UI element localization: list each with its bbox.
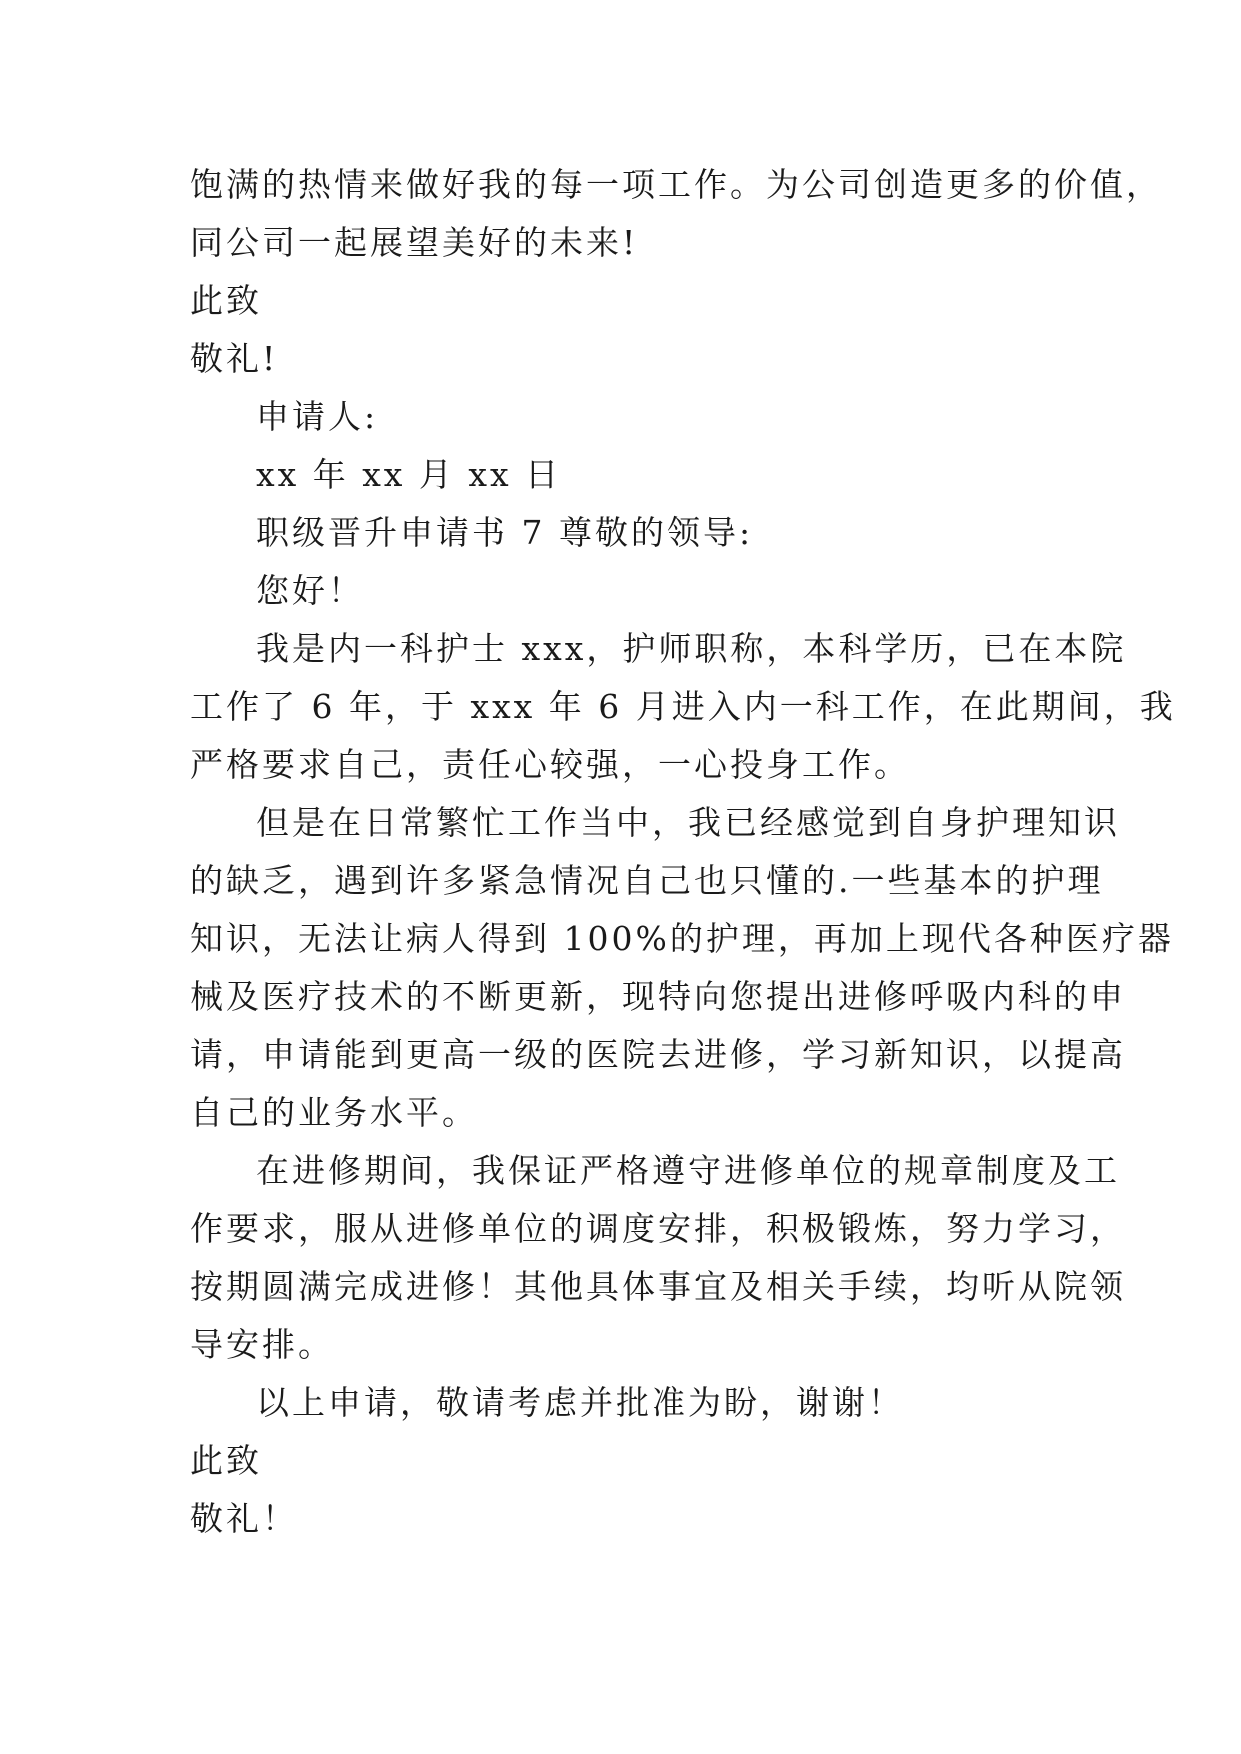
body-text-line: 的缺乏，遇到许多紧急情况自己也只懂的.一些基本的护理: [190, 861, 1104, 900]
body-text-line: 导安排。: [190, 1325, 334, 1364]
body-text-line: 但是在日常繁忙工作当中，我已经感觉到自身护理知识: [256, 803, 1120, 842]
body-text-line: 严格要求自己，责任心较强，一心投身工作。: [190, 745, 910, 784]
letter-title-line: 职级晋升申请书 7 尊敬的领导:: [256, 513, 754, 552]
body-text-line: 在进修期间，我保证严格遵守进修单位的规章制度及工: [256, 1151, 1120, 1190]
body-text-line: 同公司一起展望美好的未来!: [190, 223, 639, 262]
greeting: 您好！: [256, 571, 364, 610]
body-text-line: 工作了 6 年，于 xxx 年 6 月进入内一科工作，在此期间，我: [190, 687, 1176, 726]
body-text-line: 我是内一科护士 xxx，护师职称，本科学历，已在本院: [256, 629, 1127, 668]
closing-regards: 敬礼！: [190, 1499, 298, 1538]
body-text-line: 以上申请，敬请考虑并批准为盼，谢谢！: [256, 1383, 904, 1422]
body-text-line: 按期圆满完成进修！其他具体事宜及相关手续，均听从院领: [190, 1267, 1126, 1306]
closing-salutation: 此致: [190, 281, 262, 320]
body-text-line: 作要求，服从进修单位的调度安排，积极锻炼，努力学习，: [190, 1209, 1126, 1248]
body-text-line: 请，申请能到更高一级的医院去进修，学习新知识，以提高: [190, 1035, 1126, 1074]
body-text-line: 械及医疗技术的不断更新，现特向您提出进修呼吸内科的申: [190, 977, 1126, 1016]
closing-regards: 敬礼!: [190, 339, 279, 378]
date-line: xx 年 xx 月 xx 日: [256, 455, 562, 494]
applicant-label: 申请人:: [256, 397, 379, 436]
body-text-line: 知识，无法让病人得到 100%的护理，再加上现代各种医疗器: [190, 919, 1174, 958]
body-text-line: 饱满的热情来做好我的每一项工作。为公司创造更多的价值，: [190, 165, 1162, 204]
body-text-line: 自己的业务水平。: [190, 1093, 478, 1132]
closing-salutation: 此致: [190, 1441, 262, 1480]
